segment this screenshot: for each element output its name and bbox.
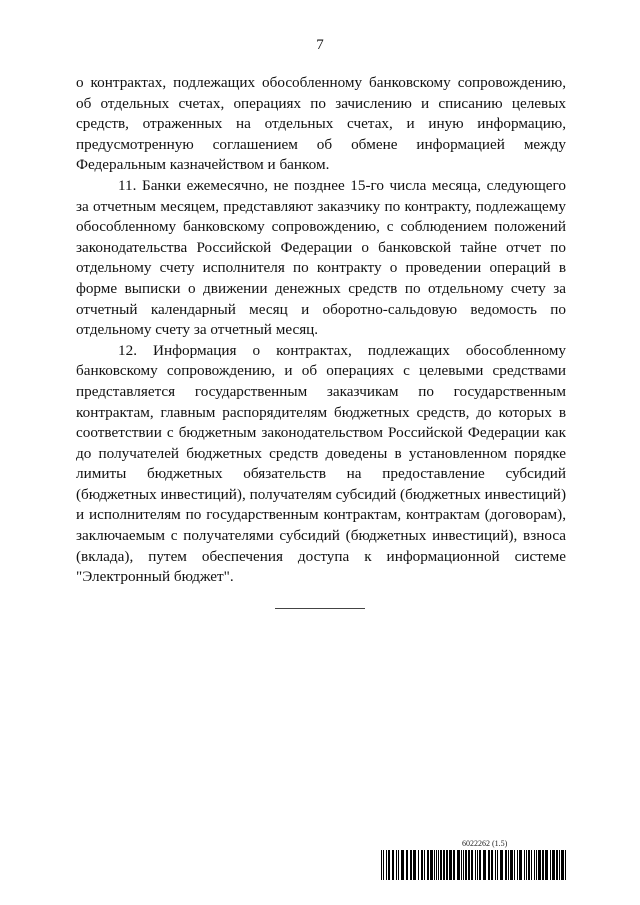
end-divider-line bbox=[275, 608, 365, 609]
document-body bbox=[76, 73, 566, 588]
paragraph-continuation: о контрактах, подлежащих обособленному банковскому сопровождению, об отдельных счетах, операциях по зачислению и списанию целевых средств, отраженных на отдельных счетах, и иную информацию, предусмотренную соглашением об обмене информацией между Федеральным казначейством и банком. bbox=[76, 74, 566, 174]
barcode-icon bbox=[381, 850, 567, 880]
page-number: 7 bbox=[316, 37, 324, 53]
paragraph-11: 11. Банки ежемесячно, не позднее 15-го числа месяца, следующего за отчетным месяцем, представляют заказчику по контракту, подлежащему обособленному банковскому сопровождению, с соблюдением положений законодательства Российской Федерации о банковской тайне отчет по отдельному счету исполнителя по контракту о проведении операций в форме выписки о движении денежных средств по отдельному счету за отчетный календарный месяц и оборотно-сальдовую ведомость по отдельному счету за отчетный месяц. bbox=[76, 176, 566, 339]
paragraph-12: 12. Информация о контрактах, подлежащих обособленному банковскому сопровождению, и об операциях с целевыми средствами представляется государственным заказчикам по государственным контрактам, главным распорядителям бюджетных средств, до которых в соответствии с бюджетным законодательством Российской Федерации как до получателей бюджетных средств доведены в установленном порядке лимиты бюджетных обязательств на предоставление субсидий (бюджетных инвестиций), получателям субсидий (бюджетных инвестиций) и исполнителям по государственным контрактам, контрактам (договорам), заключаемым с получателями субсидий (бюджетных инвестиций), взноса (вклада), путем обеспечения доступа к информационной системе "Электронный бюджет". bbox=[76, 341, 566, 586]
document-code: 6022262 (1.5) bbox=[462, 839, 508, 848]
